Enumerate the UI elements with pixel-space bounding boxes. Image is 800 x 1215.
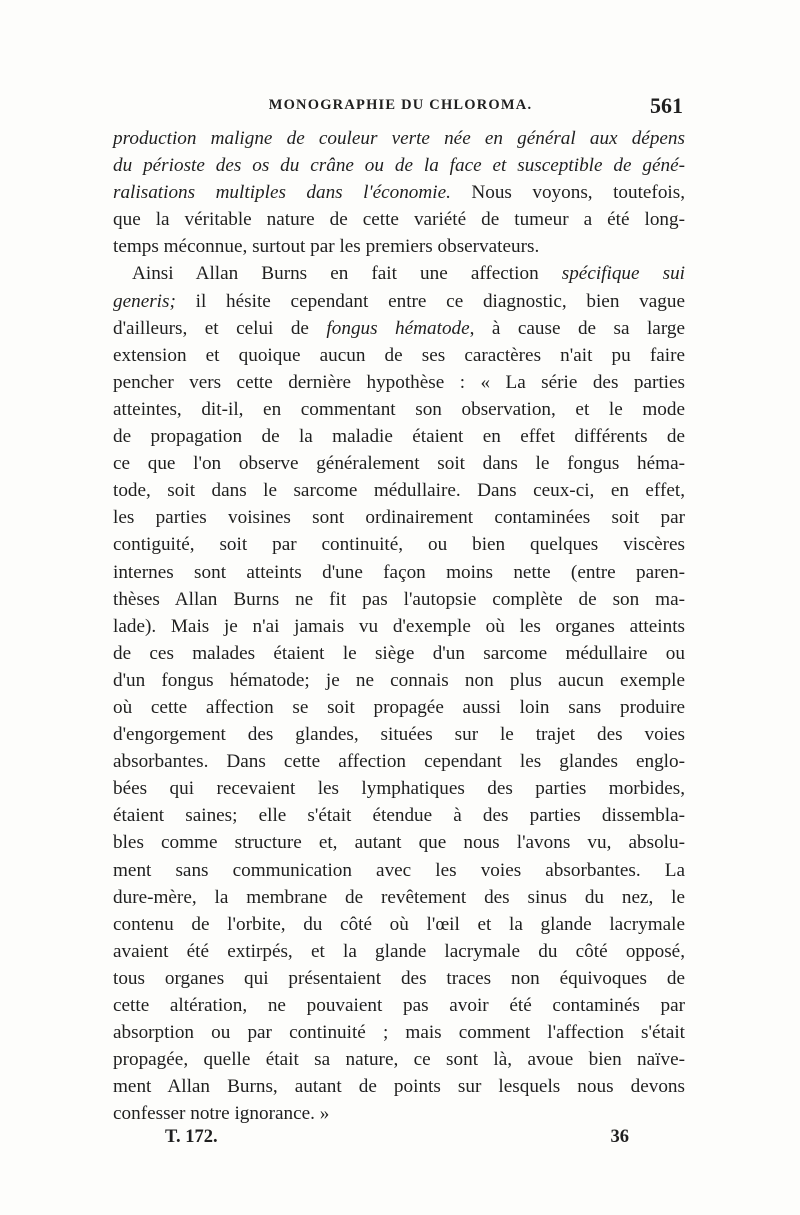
text-segment: d'un fongus hématode; je ne connais non plus aucun exemple [113,669,685,691]
text-line [113,369,685,396]
text-line [113,342,685,369]
page-footer [113,1127,685,1157]
text-segment: absorbantes. Dans cette affection cependant les glandes englo- [113,751,685,773]
text-line [113,884,685,911]
text-segment: d'engorgement des glandes, situées sur le trajet des voies [113,724,685,746]
text-line [113,694,685,721]
text-segment: que la véritable nature de cette variété de tumeur a été long- [113,209,685,231]
text-segment: de ces malades étaient le siège d'un sarcome médullaire ou [113,642,685,664]
text-line [113,396,685,423]
text-segment: cette altération, ne pouvaient pas avoir été contaminés par [113,995,685,1016]
text-segment: contiguité, soit par continuité, ou bien quelques viscères [113,534,685,556]
text-segment: temps méconnue, surtout par les premiers observateurs. [113,236,540,258]
text-segment: thèses Allan Burns ne fit pas l'autopsie complète de son ma- [113,588,685,610]
italic-text: production maligne de couleur verte née en général aux dépens [113,128,685,149]
text-segment: absorption ou par continuité ; mais comment l'affection s'était [113,1022,685,1044]
text-line [113,125,685,152]
text-segment: Ainsi Allan Burns en fait une affection [132,263,562,285]
text-line [113,721,685,748]
text-segment: d'ailleurs, et celui de [113,317,327,339]
italic-text: ralisations multiples dans l'économie. [113,182,451,204]
text-line [113,450,685,477]
text-line [113,938,685,965]
text-segment: tode, soit dans le sarcome médullaire. Dans ceux-ci, en effet, [113,480,685,502]
text-segment: pencher vers cette dernière hypothèse : « La série des parties [113,371,685,393]
text-line [113,613,685,640]
text-line [113,288,685,315]
text-segment: extension et quoique aucun de ses caractères n'ait pu faire [113,344,685,366]
text-line [113,1100,685,1127]
volume-number: T. 172. [165,1127,218,1147]
text-line [113,315,685,342]
text-line [113,206,685,233]
italic-text: fongus hématode [326,317,470,339]
text-line [113,179,685,206]
text-line [113,260,685,287]
text-line [113,748,685,775]
text-line [113,965,685,992]
text-line [113,1019,685,1046]
text-segment: bées qui recevaient les lymphatiques des parties morbides, [113,778,685,800]
text-segment: ment sans communication avec les voies absorbantes. La [113,859,685,881]
text-line [113,911,685,938]
italic-text: generis; [113,290,176,312]
text-line [113,992,685,1019]
text-segment: ment Allan Burns, autant de points sur lesquels nous devons [113,1076,685,1098]
text-line [113,829,685,856]
text-line [113,559,685,586]
text-segment: de propagation de la maladie étaient en effet différents de [113,426,685,448]
text-line [113,802,685,829]
text-segment: , à cause de sa large [469,317,685,339]
text-line [113,531,685,558]
text-segment: propagée, quelle était sa nature, ce sont là, avoue bien naïve- [113,1049,685,1071]
text-segment: avaient été extirpés, et la glande lacrymale du côté opposé, [113,940,685,962]
italic-text: spécifique sui [561,263,686,285]
running-title: MONOGRAPHIE DU CHLOROMA. [268,97,533,113]
text-segment: ce que l'on observe généralement soit dans le fongus héma- [113,453,685,475]
text-segment: atteintes, dit-il, en commentant son observation, et le mode [113,398,685,420]
page-number: 561 [650,93,683,118]
text-segment: où cette affection se soit propagée aussi loin sans produire [113,696,685,718]
text-segment: contenu de l'orbite, du côté où l'œil et la glande lacrymale [113,913,685,935]
text-line [113,640,685,667]
text-line [113,667,685,694]
text-line [113,1046,685,1073]
text-line [113,1073,685,1100]
text-segment: il hésite cependant entre ce diagnostic, bien vague [175,290,685,312]
text-segment: confesser notre ignorance. » [113,1103,330,1125]
text-segment: les parties voisines sont ordinairement contaminées soit par [113,507,685,529]
text-line [113,152,685,179]
running-header [118,93,683,123]
text-segment: internes sont atteints d'une façon moins nette (entre paren- [113,561,685,583]
text-line [113,775,685,802]
text-line [113,233,685,260]
signature-mark: 36 [610,1127,629,1147]
text-segment: lade). Mais je n'ai jamais vu d'exemple où les organes atteints [113,615,685,637]
text-segment: tous organes qui présentaient des traces non équivoques de [113,967,685,989]
text-line [113,857,685,884]
text-segment: Nous voyons, toutefois, [450,182,686,204]
text-segment: dure-mère, la membrane de revêtement des sinus du nez, le [113,886,685,908]
text-line [113,586,685,613]
italic-text: du périoste des os du crâne ou de la face et susceptible de géné- [113,155,685,177]
text-line [113,504,685,531]
text-line [113,477,685,504]
body-text [113,125,685,1127]
text-segment: bles comme structure et, autant que nous l'avons vu, absolu- [113,832,685,854]
text-line [113,423,685,450]
text-segment: étaient saines; elle s'était étendue à des parties dissembla- [113,805,685,827]
